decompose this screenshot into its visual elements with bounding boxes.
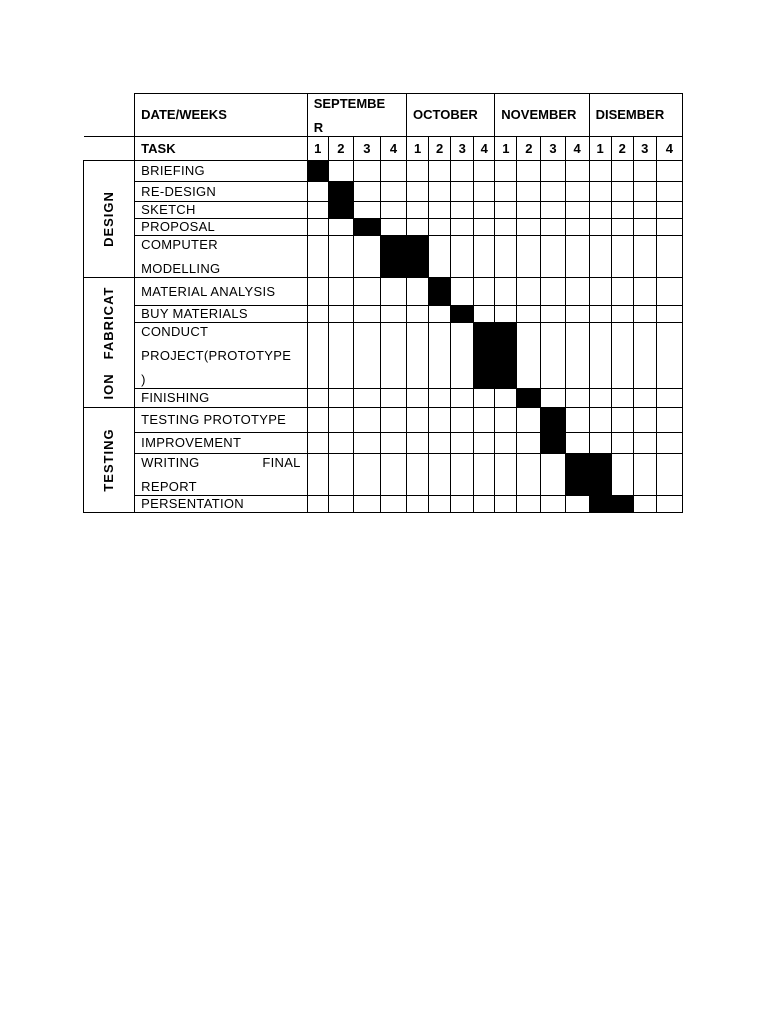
schedule-cell xyxy=(541,323,565,389)
schedule-cell xyxy=(380,433,406,454)
schedule-cell xyxy=(565,389,589,408)
task-row xyxy=(84,306,683,323)
schedule-cell xyxy=(307,202,328,219)
schedule-cell xyxy=(656,306,682,323)
date-weeks-header: DATE/WEEKS xyxy=(135,94,308,137)
schedule-cell xyxy=(307,236,328,278)
schedule-cell xyxy=(353,389,380,408)
schedule-cell xyxy=(429,454,451,496)
phase-label-part1: ION xyxy=(101,372,117,399)
schedule-cell xyxy=(633,323,656,389)
schedule-cell xyxy=(474,236,495,278)
schedule-cell xyxy=(611,202,633,219)
week-label: 1 xyxy=(407,137,429,161)
schedule-cell xyxy=(656,433,682,454)
schedule-cell xyxy=(517,202,541,219)
week-label: 1 xyxy=(589,137,611,161)
schedule-cell xyxy=(328,496,353,513)
schedule-cell xyxy=(517,408,541,433)
schedule-cell xyxy=(565,496,589,513)
schedule-cell xyxy=(451,433,474,454)
schedule-cell xyxy=(633,182,656,202)
task-name xyxy=(135,236,308,278)
schedule-cell xyxy=(517,182,541,202)
schedule-cell xyxy=(407,496,429,513)
schedule-cell xyxy=(380,323,406,389)
schedule-cell xyxy=(328,389,353,408)
schedule-cell xyxy=(380,496,406,513)
schedule-cell xyxy=(407,202,429,219)
schedule-cell xyxy=(407,278,429,306)
phase-group-label xyxy=(84,161,135,278)
task-row xyxy=(84,161,683,182)
schedule-cell xyxy=(380,161,406,182)
task-row xyxy=(84,408,683,433)
month-september-line1: SEPTEMBE xyxy=(313,96,386,111)
schedule-cell xyxy=(429,433,451,454)
task-name-line: PERSENTATION xyxy=(141,496,244,511)
week-label: 3 xyxy=(633,137,656,161)
phase-label-text xyxy=(101,286,117,399)
schedule-bar-cell xyxy=(451,306,474,323)
task-row xyxy=(84,389,683,408)
month-header-row xyxy=(84,94,683,137)
schedule-cell xyxy=(407,389,429,408)
schedule-bar-cell xyxy=(307,161,328,182)
schedule-cell xyxy=(451,389,474,408)
schedule-bar-cell xyxy=(429,278,451,306)
schedule-bar-cell xyxy=(611,496,633,513)
schedule-cell xyxy=(353,278,380,306)
schedule-cell xyxy=(565,323,589,389)
schedule-cell xyxy=(633,496,656,513)
schedule-cell xyxy=(429,306,451,323)
task-name-line: BUY MATERIALS xyxy=(141,306,248,321)
schedule-cell xyxy=(565,278,589,306)
schedule-cell xyxy=(589,306,611,323)
task-name-line: COMPUTER xyxy=(141,236,218,252)
schedule-cell xyxy=(656,219,682,236)
task-name-line: ) xyxy=(141,371,146,387)
schedule-cell xyxy=(407,306,429,323)
task-name xyxy=(135,389,308,408)
task-name-line: RE-DESIGN xyxy=(141,183,217,199)
week-label: 3 xyxy=(451,137,474,161)
task-name xyxy=(135,182,308,202)
schedule-cell xyxy=(353,433,380,454)
schedule-cell xyxy=(353,306,380,323)
blank-corner-2 xyxy=(84,137,135,161)
task-name-line: PROPOSAL xyxy=(141,219,216,234)
schedule-cell xyxy=(611,454,633,496)
task-name xyxy=(135,306,308,323)
task-row xyxy=(84,236,683,278)
schedule-cell xyxy=(474,182,495,202)
schedule-cell xyxy=(611,278,633,306)
schedule-cell xyxy=(589,389,611,408)
schedule-cell xyxy=(656,161,682,182)
schedule-cell xyxy=(353,454,380,496)
schedule-cell xyxy=(495,202,517,219)
task-row xyxy=(84,278,683,306)
schedule-cell xyxy=(407,161,429,182)
schedule-cell xyxy=(429,389,451,408)
schedule-cell xyxy=(633,278,656,306)
week-label: 3 xyxy=(353,137,380,161)
task-row xyxy=(84,202,683,219)
month-september-line2: R xyxy=(313,120,324,135)
task-name xyxy=(135,408,308,433)
schedule-cell xyxy=(380,182,406,202)
schedule-cell xyxy=(541,202,565,219)
schedule-cell xyxy=(429,219,451,236)
schedule-cell xyxy=(656,389,682,408)
schedule-cell xyxy=(495,161,517,182)
schedule-cell xyxy=(474,278,495,306)
schedule-cell xyxy=(633,202,656,219)
schedule-bar-cell xyxy=(589,496,611,513)
schedule-cell xyxy=(495,389,517,408)
schedule-bar-cell xyxy=(541,433,565,454)
schedule-cell xyxy=(565,161,589,182)
schedule-cell xyxy=(611,236,633,278)
schedule-cell xyxy=(307,323,328,389)
schedule-cell xyxy=(541,278,565,306)
task-name xyxy=(135,433,308,454)
schedule-cell xyxy=(429,323,451,389)
schedule-cell xyxy=(656,236,682,278)
schedule-cell xyxy=(495,278,517,306)
week-label: 1 xyxy=(495,137,517,161)
schedule-cell xyxy=(611,161,633,182)
schedule-bar-cell xyxy=(517,389,541,408)
schedule-cell xyxy=(353,323,380,389)
schedule-cell xyxy=(353,202,380,219)
week-label: 4 xyxy=(565,137,589,161)
schedule-cell xyxy=(307,408,328,433)
schedule-bar-cell xyxy=(541,408,565,433)
schedule-cell xyxy=(451,182,474,202)
schedule-cell xyxy=(328,433,353,454)
schedule-bar-cell xyxy=(474,323,495,389)
schedule-cell xyxy=(517,219,541,236)
schedule-cell xyxy=(307,182,328,202)
schedule-bar-cell xyxy=(353,219,380,236)
blank-corner xyxy=(84,94,135,137)
schedule-cell xyxy=(565,219,589,236)
schedule-cell xyxy=(541,496,565,513)
week-label: 3 xyxy=(541,137,565,161)
month-september xyxy=(307,94,406,137)
schedule-cell xyxy=(328,236,353,278)
schedule-cell xyxy=(565,408,589,433)
month-disember: DISEMBER xyxy=(589,94,682,137)
schedule-cell xyxy=(429,202,451,219)
schedule-cell xyxy=(589,323,611,389)
schedule-cell xyxy=(565,306,589,323)
schedule-cell xyxy=(589,408,611,433)
schedule-cell xyxy=(474,496,495,513)
task-name-line: BRIEFING xyxy=(141,163,205,178)
schedule-cell xyxy=(353,161,380,182)
week-label: 2 xyxy=(328,137,353,161)
schedule-cell xyxy=(565,433,589,454)
schedule-cell xyxy=(517,496,541,513)
schedule-cell xyxy=(611,306,633,323)
week-label: 1 xyxy=(307,137,328,161)
week-label: 4 xyxy=(380,137,406,161)
task-name-line: SKETCH xyxy=(141,202,196,217)
schedule-cell xyxy=(589,278,611,306)
schedule-cell xyxy=(611,433,633,454)
schedule-cell xyxy=(517,278,541,306)
month-november: NOVEMBER xyxy=(495,94,589,137)
schedule-cell xyxy=(380,389,406,408)
schedule-cell xyxy=(474,454,495,496)
schedule-cell xyxy=(380,454,406,496)
schedule-cell xyxy=(451,323,474,389)
schedule-cell xyxy=(517,454,541,496)
schedule-cell xyxy=(656,202,682,219)
schedule-cell xyxy=(451,202,474,219)
schedule-cell xyxy=(380,306,406,323)
schedule-cell xyxy=(328,323,353,389)
schedule-cell xyxy=(307,454,328,496)
schedule-cell xyxy=(633,454,656,496)
schedule-cell xyxy=(407,408,429,433)
schedule-cell xyxy=(517,236,541,278)
task-row xyxy=(84,496,683,513)
schedule-cell xyxy=(328,306,353,323)
schedule-bar-cell xyxy=(380,236,406,278)
month-october: OCTOBER xyxy=(407,94,495,137)
schedule-cell xyxy=(380,202,406,219)
schedule-cell xyxy=(589,433,611,454)
schedule-cell xyxy=(517,306,541,323)
schedule-cell xyxy=(328,454,353,496)
task-name xyxy=(135,278,308,306)
schedule-cell xyxy=(307,219,328,236)
schedule-cell xyxy=(611,219,633,236)
schedule-cell xyxy=(541,389,565,408)
schedule-cell xyxy=(611,389,633,408)
schedule-cell xyxy=(380,408,406,433)
task-name-line: PROJECT(PROTOTYPE xyxy=(141,347,292,363)
schedule-cell xyxy=(307,433,328,454)
schedule-cell xyxy=(474,219,495,236)
schedule-cell xyxy=(474,306,495,323)
schedule-cell xyxy=(429,161,451,182)
schedule-bar-cell xyxy=(589,454,611,496)
schedule-bar-cell xyxy=(495,323,517,389)
schedule-cell xyxy=(307,278,328,306)
schedule-cell xyxy=(541,236,565,278)
schedule-cell xyxy=(517,323,541,389)
schedule-cell xyxy=(407,454,429,496)
schedule-cell xyxy=(380,219,406,236)
schedule-cell xyxy=(495,182,517,202)
schedule-cell xyxy=(451,454,474,496)
schedule-cell xyxy=(633,306,656,323)
schedule-cell xyxy=(474,389,495,408)
schedule-cell xyxy=(656,182,682,202)
schedule-cell xyxy=(328,278,353,306)
schedule-cell xyxy=(451,219,474,236)
week-header-row xyxy=(84,137,683,161)
schedule-cell xyxy=(451,408,474,433)
phase-label-part2: FABRICAT xyxy=(101,286,117,359)
schedule-cell xyxy=(611,408,633,433)
schedule-cell xyxy=(589,219,611,236)
task-row xyxy=(84,219,683,236)
schedule-cell xyxy=(495,236,517,278)
task-name xyxy=(135,496,308,513)
schedule-cell xyxy=(633,236,656,278)
week-label: 2 xyxy=(611,137,633,161)
schedule-cell xyxy=(474,161,495,182)
task-name-line: CONDUCT xyxy=(141,323,209,339)
schedule-cell xyxy=(633,161,656,182)
schedule-bar-cell xyxy=(565,454,589,496)
schedule-cell xyxy=(589,182,611,202)
schedule-cell xyxy=(328,161,353,182)
schedule-cell xyxy=(474,202,495,219)
schedule-cell xyxy=(611,323,633,389)
week-label: 4 xyxy=(474,137,495,161)
schedule-cell xyxy=(541,454,565,496)
task-name xyxy=(135,323,308,389)
schedule-cell xyxy=(589,161,611,182)
schedule-bar-cell xyxy=(407,236,429,278)
schedule-cell xyxy=(307,389,328,408)
phase-group-label xyxy=(84,408,135,513)
schedule-cell xyxy=(451,278,474,306)
task-name xyxy=(135,219,308,236)
task-name-line: IMPROVEMENT xyxy=(141,435,242,450)
schedule-cell xyxy=(451,161,474,182)
task-name-line: TESTING PROTOTYPE xyxy=(141,412,287,427)
schedule-cell xyxy=(407,182,429,202)
schedule-cell xyxy=(429,182,451,202)
schedule-cell xyxy=(451,236,474,278)
task-name xyxy=(135,161,308,182)
schedule-cell xyxy=(541,182,565,202)
task-name-line: REPORT xyxy=(141,478,197,494)
phase-group-label xyxy=(84,278,135,408)
schedule-cell xyxy=(407,323,429,389)
schedule-cell xyxy=(307,306,328,323)
schedule-cell xyxy=(495,496,517,513)
schedule-cell xyxy=(407,219,429,236)
schedule-cell xyxy=(565,202,589,219)
task-name xyxy=(135,454,308,496)
schedule-cell xyxy=(474,408,495,433)
schedule-cell xyxy=(328,408,353,433)
schedule-cell xyxy=(565,236,589,278)
task-name-line: WRITING FINAL xyxy=(141,454,301,470)
schedule-cell xyxy=(429,236,451,278)
schedule-cell xyxy=(429,496,451,513)
schedule-cell xyxy=(589,202,611,219)
schedule-cell xyxy=(633,219,656,236)
schedule-cell xyxy=(451,496,474,513)
schedule-cell xyxy=(656,408,682,433)
schedule-cell xyxy=(633,389,656,408)
task-row xyxy=(84,433,683,454)
schedule-cell xyxy=(656,323,682,389)
schedule-cell xyxy=(633,408,656,433)
task-name-line: MATERIAL ANALYSIS xyxy=(141,283,276,299)
phase-label-text: DESIGN xyxy=(101,191,117,247)
schedule-cell xyxy=(495,454,517,496)
task-row xyxy=(84,454,683,496)
task-row xyxy=(84,323,683,389)
schedule-cell xyxy=(474,433,495,454)
schedule-cell xyxy=(656,496,682,513)
task-name-line: MODELLING xyxy=(141,260,221,276)
task-name xyxy=(135,202,308,219)
schedule-cell xyxy=(353,496,380,513)
schedule-cell xyxy=(328,219,353,236)
schedule-cell xyxy=(565,182,589,202)
schedule-cell xyxy=(353,408,380,433)
task-row xyxy=(84,182,683,202)
schedule-cell xyxy=(495,408,517,433)
schedule-cell xyxy=(307,496,328,513)
schedule-cell xyxy=(517,433,541,454)
schedule-cell xyxy=(611,182,633,202)
schedule-cell xyxy=(495,433,517,454)
task-name-line: FINISHING xyxy=(141,390,210,405)
week-label: 2 xyxy=(429,137,451,161)
schedule-bar-cell xyxy=(328,182,353,202)
schedule-cell xyxy=(541,306,565,323)
schedule-bar-cell xyxy=(328,202,353,219)
schedule-cell xyxy=(633,433,656,454)
week-label: 2 xyxy=(517,137,541,161)
gantt-chart-table xyxy=(83,93,683,513)
schedule-cell xyxy=(517,161,541,182)
schedule-cell xyxy=(429,408,451,433)
schedule-cell xyxy=(353,236,380,278)
schedule-cell xyxy=(380,278,406,306)
phase-label-text: TESTING xyxy=(101,428,117,492)
schedule-cell xyxy=(495,306,517,323)
schedule-cell xyxy=(353,182,380,202)
schedule-cell xyxy=(656,278,682,306)
schedule-cell xyxy=(407,433,429,454)
schedule-cell xyxy=(541,219,565,236)
schedule-cell xyxy=(589,236,611,278)
schedule-cell xyxy=(541,161,565,182)
week-label: 4 xyxy=(656,137,682,161)
schedule-cell xyxy=(656,454,682,496)
schedule-cell xyxy=(495,219,517,236)
task-header: TASK xyxy=(135,137,308,161)
